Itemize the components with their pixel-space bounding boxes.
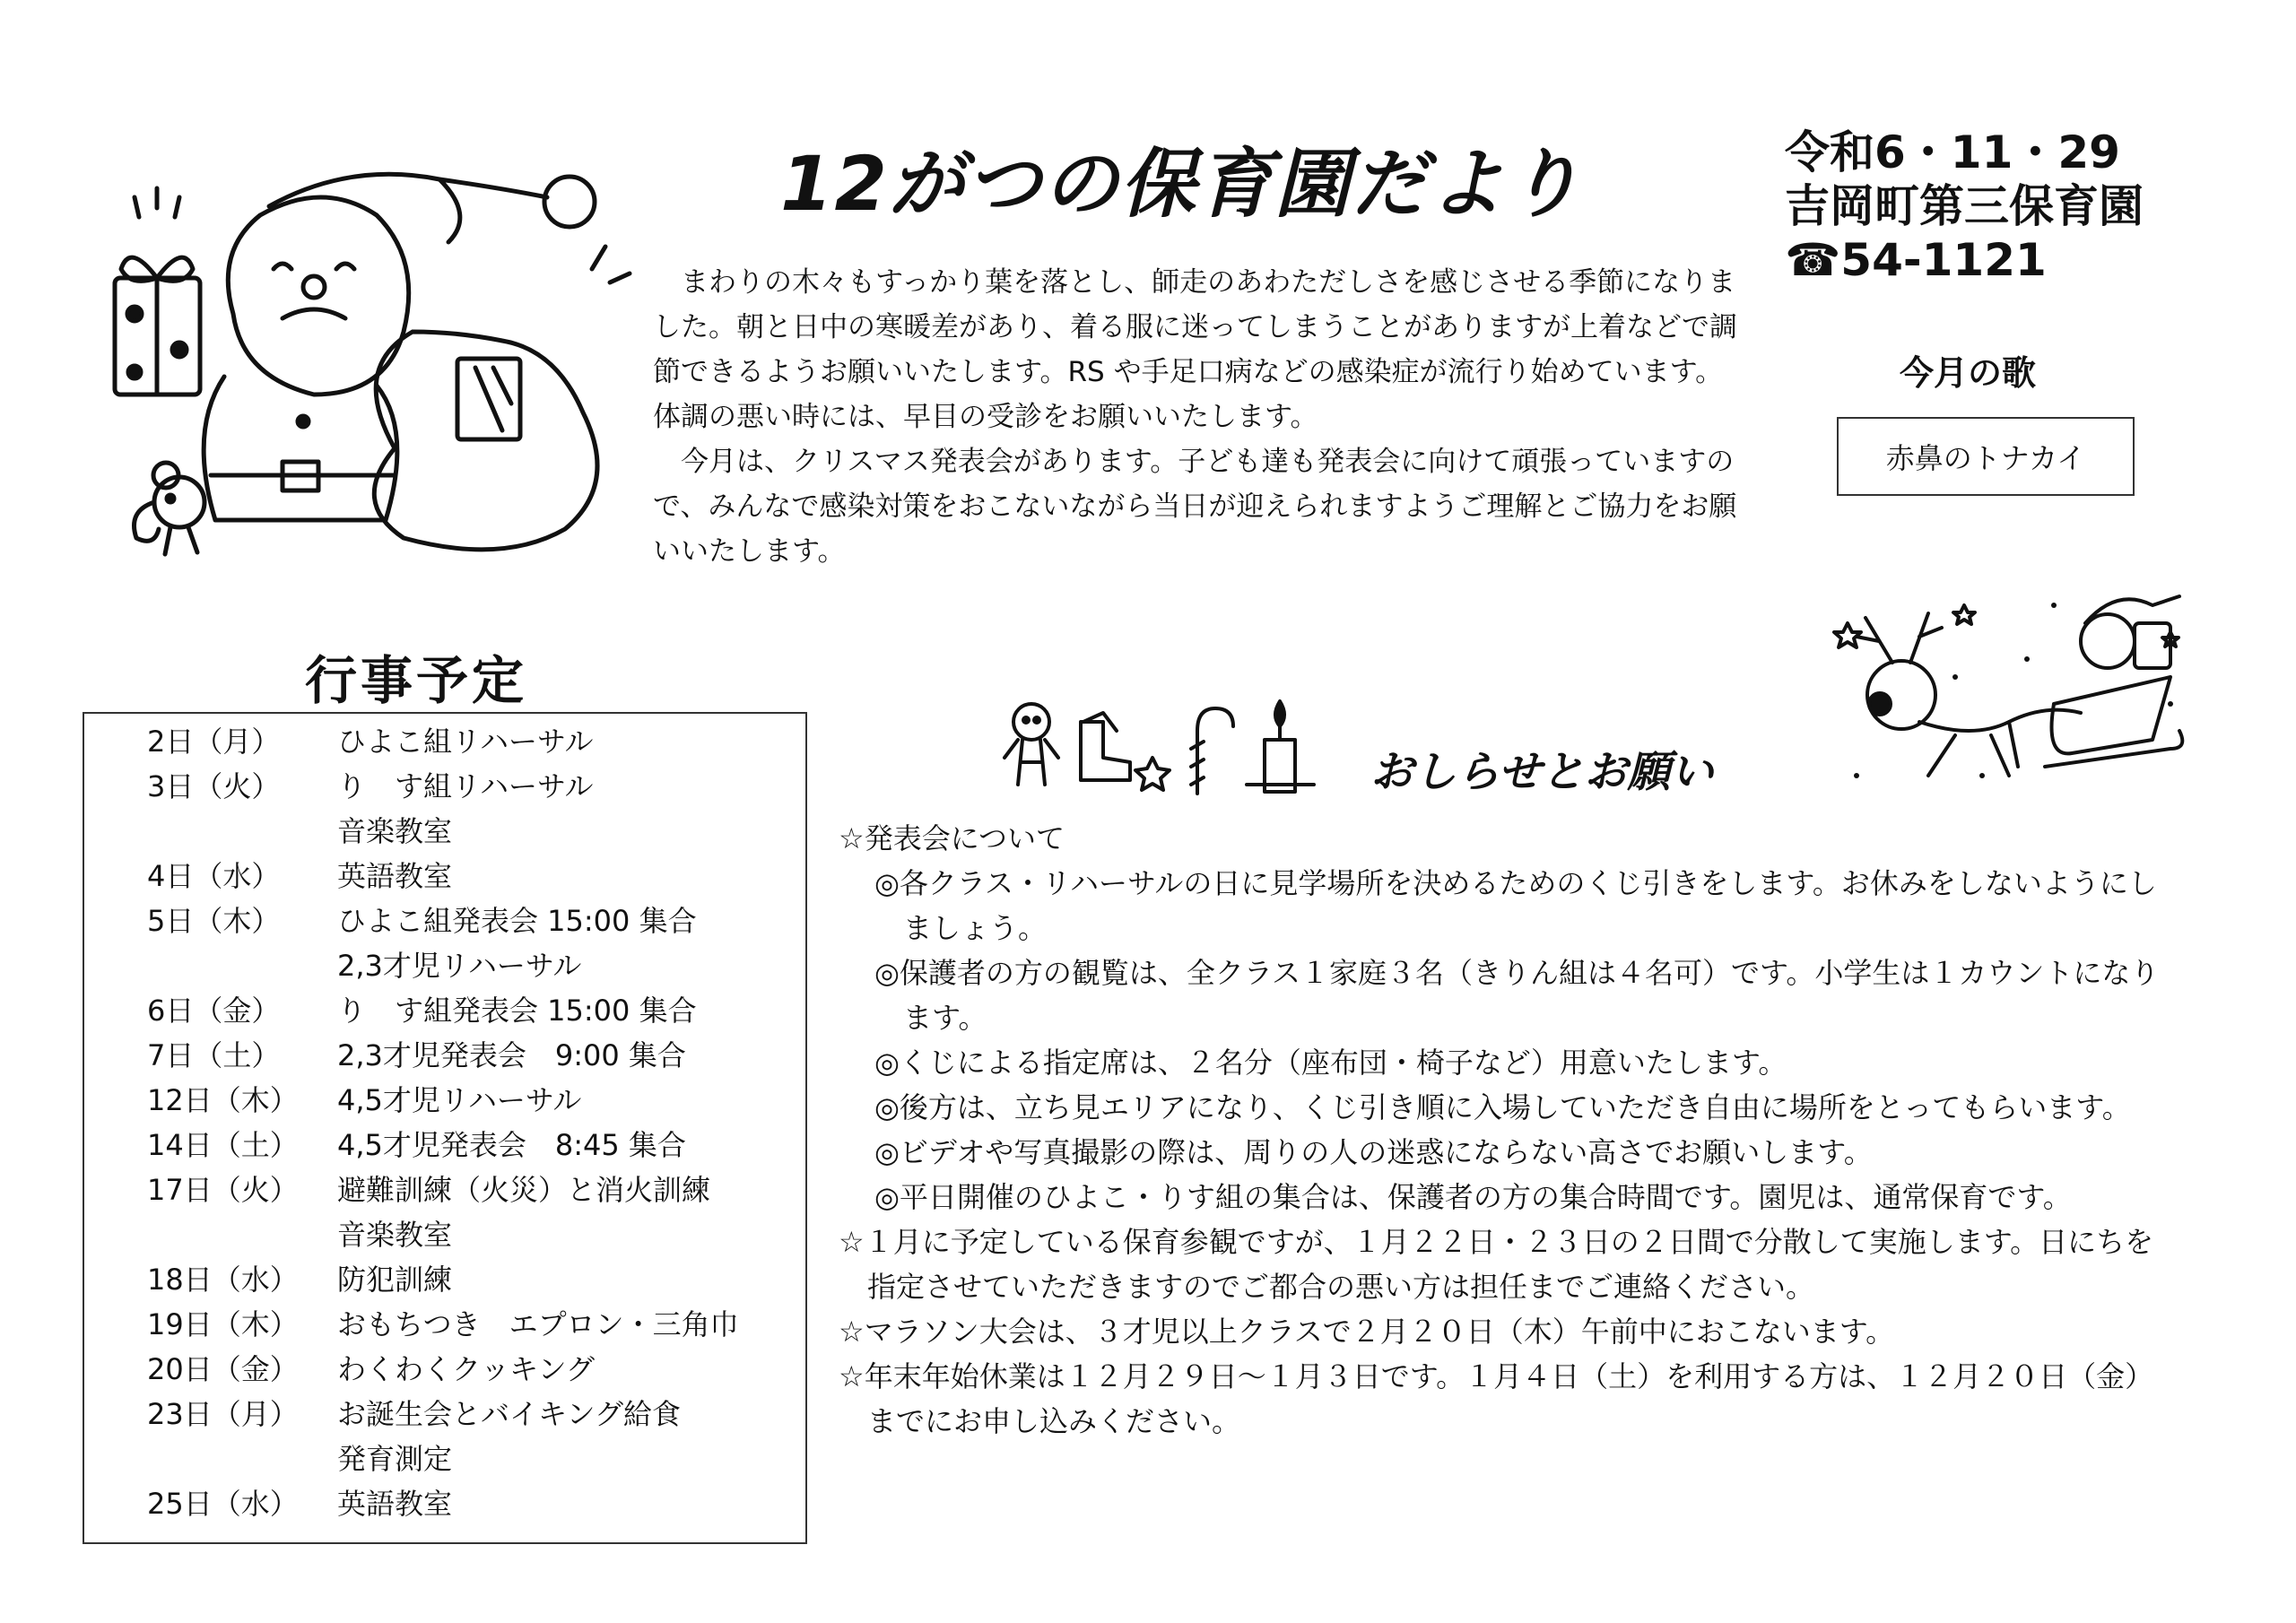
- event-text: 4,5才児リハーサル: [337, 1083, 582, 1117]
- issue-date: 令和6・11・29: [1785, 126, 2120, 178]
- event-date: 5日（木）: [147, 904, 281, 938]
- event-text: 音楽教室: [337, 1218, 453, 1252]
- notices-list: [839, 816, 2170, 1444]
- event-text: 2,3才児リハーサル: [337, 949, 582, 983]
- header-info: [1785, 126, 2144, 287]
- event-text: お誕生会とバイキング給食: [337, 1397, 682, 1431]
- event-date: 4日（水）: [147, 859, 281, 893]
- notice-subitem: ◎ビデオや写真撮影の際は、周りの人の迷惑にならない高さでお願いします。: [874, 1135, 1873, 1169]
- event-date: 20日（金）: [147, 1352, 299, 1386]
- reindeer-sleigh-illustration: [1830, 569, 2188, 803]
- event-text: 英語教室: [337, 859, 453, 893]
- song-heading: 今月の歌: [1900, 353, 2037, 393]
- event-text: 避難訓練（火災）と消火訓練: [337, 1173, 711, 1207]
- holiday-decoration-illustration: [996, 695, 1327, 803]
- notice-subitem: ◎後方は、立ち見エリアになり、くじ引き順に入場していただき自由に場所をとってもらいます。: [874, 1090, 2131, 1124]
- notice-item: ☆年末年始休業は１２月２９日～１月３日です。１月４日（土）を利用する方は、１２月２０日（金）までにお申し込みください。: [839, 1359, 2154, 1438]
- event-text: り す組リハーサル: [337, 769, 594, 803]
- phone-number: ☎54-1121: [1785, 234, 2047, 286]
- event-text: 2,3才児発表会 9:00 集合: [337, 1038, 686, 1072]
- event-text: 英語教室: [337, 1487, 453, 1521]
- event-date: 17日（火）: [147, 1173, 299, 1207]
- event-date: 19日（木）: [147, 1307, 299, 1341]
- santa-illustration: [81, 143, 637, 592]
- event-date: 7日（土）: [147, 1038, 281, 1072]
- notice-subitem: ◎各クラス・リハーサルの日に見学場所を決めるためのくじ引きをします。お休みをしないようにしましょう。: [874, 866, 2157, 945]
- notice-item: ☆マラソン大会は、３才児以上クラスで２月２０日（木）午前中におこないます。: [839, 1315, 1895, 1349]
- notice-subitem: ◎保護者の方の観覧は、全クラス１家庭３名（きりん組は４名可）です。小学生は１カウントになります。: [874, 956, 2160, 1035]
- event-text: 発育測定: [337, 1442, 453, 1476]
- event-date: 14日（土）: [147, 1128, 299, 1162]
- event-text: り す組発表会 15:00 集合: [337, 994, 697, 1028]
- notice-item: ☆１月に予定している保育参観ですが、１月２２日・２３日の２日間で分散して実施します。日にちを指定させていただきますのでご都合の悪い方は担任までご連絡ください。: [839, 1225, 2154, 1304]
- intro-paragraph-1: まわりの木々もすっかり葉を落とし、師走のあわただしさを感じさせる季節になりました。朝と日中の寒暖差があり、着る服に迷ってしまうことがありますが上着などで調節できるようお願いいたします。RS や手足口病などの感染症が流行り始めています。体調の悪い時には、早目の受診をお願いいたします。: [653, 266, 1737, 433]
- notice-subitem: ◎平日開催のひよこ・りす組の集合は、保護者の方の集合時間です。園児は、通常保育です。: [874, 1180, 2072, 1214]
- event-text: ひよこ組発表会 15:00 集合: [337, 904, 697, 938]
- event-date: 6日（金）: [147, 994, 281, 1028]
- notices-heading: おしらせとお願い: [1370, 747, 1714, 797]
- event-text: 防犯訓練: [337, 1263, 453, 1297]
- song-box: [1837, 417, 2135, 496]
- event-date: 25日（水）: [147, 1487, 299, 1521]
- events-schedule: [83, 712, 807, 1544]
- event-text: 4,5才児発表会 8:45 集合: [337, 1128, 686, 1162]
- event-text: わくわくクッキング: [337, 1352, 596, 1386]
- intro-paragraph-2: 今月は、クリスマス発表会があります。子ども達も発表会に向けて頑張っていますので、みんなで感染対策をおこないながら当日が迎えられますようご理解とご協力をお願いいたします。: [653, 446, 1737, 568]
- event-date: 23日（月）: [147, 1397, 299, 1431]
- event-text: 音楽教室: [337, 814, 453, 848]
- event-date: 3日（火）: [147, 769, 281, 803]
- event-text: おもちつき エプロン・三角巾: [337, 1307, 739, 1341]
- event-date: 12日（木）: [147, 1083, 299, 1117]
- event-date: 18日（水）: [147, 1263, 299, 1297]
- page-title: 12がつの保育園だより: [780, 140, 1583, 228]
- event-date: 2日（月）: [147, 725, 281, 759]
- events-heading: 行事予定: [305, 650, 528, 711]
- notice-subitem: ◎くじによる指定席は、２名分（座布団・椅子など）用意いたします。: [874, 1046, 1787, 1080]
- song-title: 赤鼻のトナカイ: [1885, 441, 2086, 475]
- school-name: 吉岡町第三保育園: [1785, 180, 2144, 232]
- intro-text: [653, 260, 1749, 574]
- event-text: ひよこ組リハーサル: [337, 725, 594, 759]
- notice-item: ☆発表会について: [839, 821, 1065, 855]
